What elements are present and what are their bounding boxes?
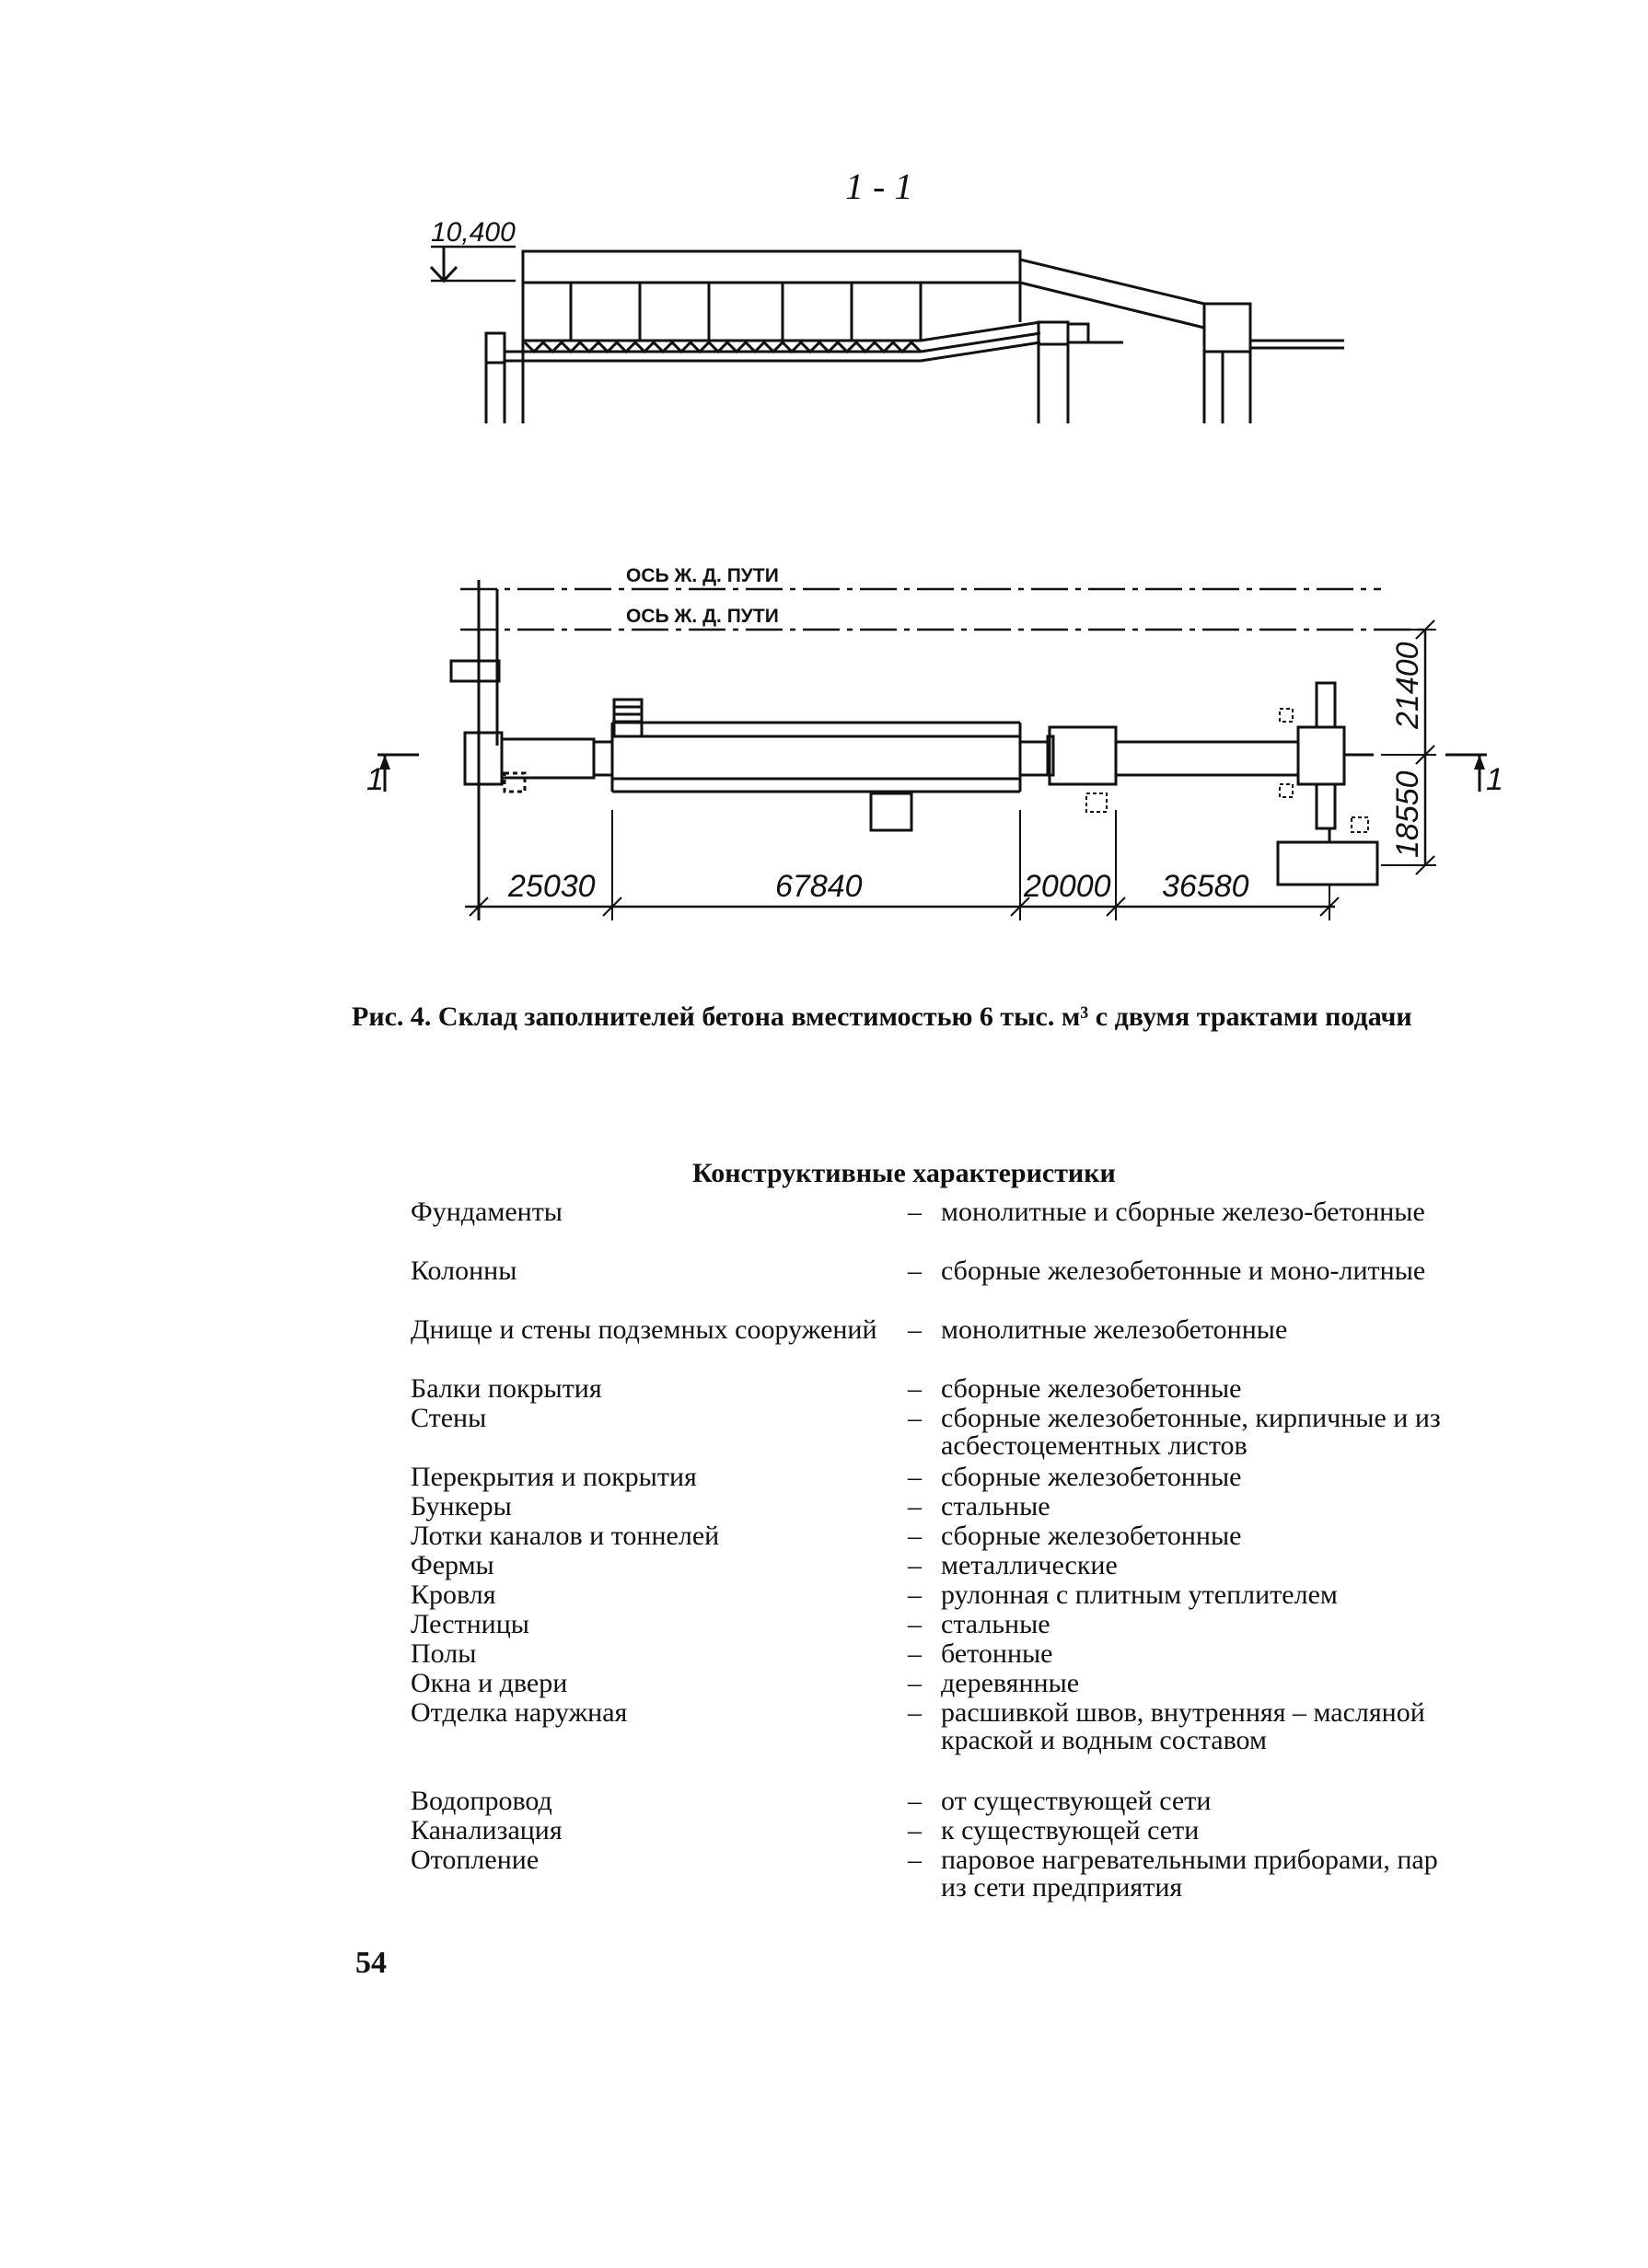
spec-label: Стены [411, 1403, 487, 1433]
specs-title: Конструктивные характеристики [692, 1158, 1116, 1188]
spec-label: Водопровод [411, 1786, 552, 1816]
spec-label: Лотки каналов и тоннелей [411, 1521, 720, 1551]
spec-value: стальные [941, 1491, 1050, 1522]
dimension-label: 25030 [508, 869, 596, 904]
spec-value: стальные [941, 1609, 1050, 1639]
figure-caption: Рис. 4. Склад заполнителей бетона вместимостью 6 тыс. м³ с двумя трактами подачи [352, 1001, 1412, 1032]
rail-axis-label-2: ОСЬ Ж. Д. ПУТИ [626, 606, 779, 627]
spec-value: сборные железобетонные, кирпичные и из асбестоцементных листов [941, 1403, 1441, 1461]
spec-label: Бункеры [411, 1491, 512, 1522]
dimension-label-vertical: 21400 [1390, 642, 1425, 729]
spec-value: сборные железобетонные [941, 1521, 1242, 1551]
spec-dash: – [908, 1609, 922, 1639]
spec-label: Отделка наружная [411, 1697, 628, 1728]
spec-label: Колонны [411, 1256, 517, 1286]
spec-value: от существующей сети [941, 1786, 1212, 1816]
dimension-label-vertical: 18550 [1390, 770, 1425, 858]
spec-dash: – [908, 1580, 922, 1610]
spec-value: бетонные [941, 1638, 1053, 1669]
spec-value: сборные железобетонные и моно-литные [941, 1256, 1426, 1286]
spec-value: к существующей сети [941, 1815, 1200, 1846]
spec-label: Канализация [411, 1815, 563, 1846]
elevation-mark: 10,400 [431, 217, 516, 248]
spec-dash: – [908, 1638, 922, 1669]
drawing-figure [0, 0, 1648, 976]
spec-label: Перекрытия и покрытия [411, 1462, 697, 1492]
section-label: 1 - 1 [845, 166, 913, 207]
spec-value: паровое нагревательными приборами, пар из сети предприятия [941, 1845, 1438, 1903]
spec-dash: – [908, 1403, 922, 1433]
spec-label: Балки покрытия [411, 1373, 602, 1404]
dimension-label: 20000 [1024, 869, 1111, 904]
spec-value: металлические [941, 1550, 1118, 1580]
spec-label: Фермы [411, 1550, 494, 1580]
section-mark-left: 1 [366, 762, 384, 797]
spec-label: Днище и стены подземных сооружений [411, 1314, 877, 1345]
spec-dash: – [908, 1786, 922, 1816]
spec-dash: – [908, 1815, 922, 1846]
dimension-label: 67840 [775, 869, 863, 904]
spec-dash: – [908, 1314, 922, 1345]
spec-value: деревянные [941, 1668, 1080, 1698]
dimension-label: 36580 [1162, 869, 1249, 904]
spec-label: Полы [411, 1638, 477, 1669]
spec-value: сборные железобетонные [941, 1373, 1242, 1404]
spec-value: монолитные железобетонные [941, 1314, 1288, 1345]
spec-dash: – [908, 1697, 922, 1728]
spec-value: рулонная с плитным утеплителем [941, 1580, 1338, 1610]
spec-label: Кровля [411, 1580, 496, 1610]
spec-dash: – [908, 1197, 922, 1227]
spec-label: Фундаменты [411, 1197, 563, 1227]
page-number: 54 [355, 1946, 387, 1980]
spec-label: Лестницы [411, 1609, 529, 1639]
section-mark-right: 1 [1486, 762, 1503, 797]
spec-dash: – [908, 1845, 922, 1875]
spec-label: Отопление [411, 1845, 540, 1875]
spec-dash: – [908, 1491, 922, 1522]
spec-dash: – [908, 1462, 922, 1492]
spec-dash: – [908, 1256, 922, 1286]
rail-axis-label-1: ОСЬ Ж. Д. ПУТИ [626, 565, 779, 586]
spec-dash: – [908, 1668, 922, 1698]
spec-dash: – [908, 1550, 922, 1580]
spec-label: Окна и двери [411, 1668, 568, 1698]
spec-value: расшивкой швов, внутренняя – масляной краской и водным составом [941, 1697, 1425, 1755]
spec-dash: – [908, 1521, 922, 1551]
spec-value: сборные железобетонные [941, 1462, 1242, 1492]
spec-dash: – [908, 1373, 922, 1404]
spec-value: монолитные и сборные железо-бетонные [941, 1197, 1425, 1227]
